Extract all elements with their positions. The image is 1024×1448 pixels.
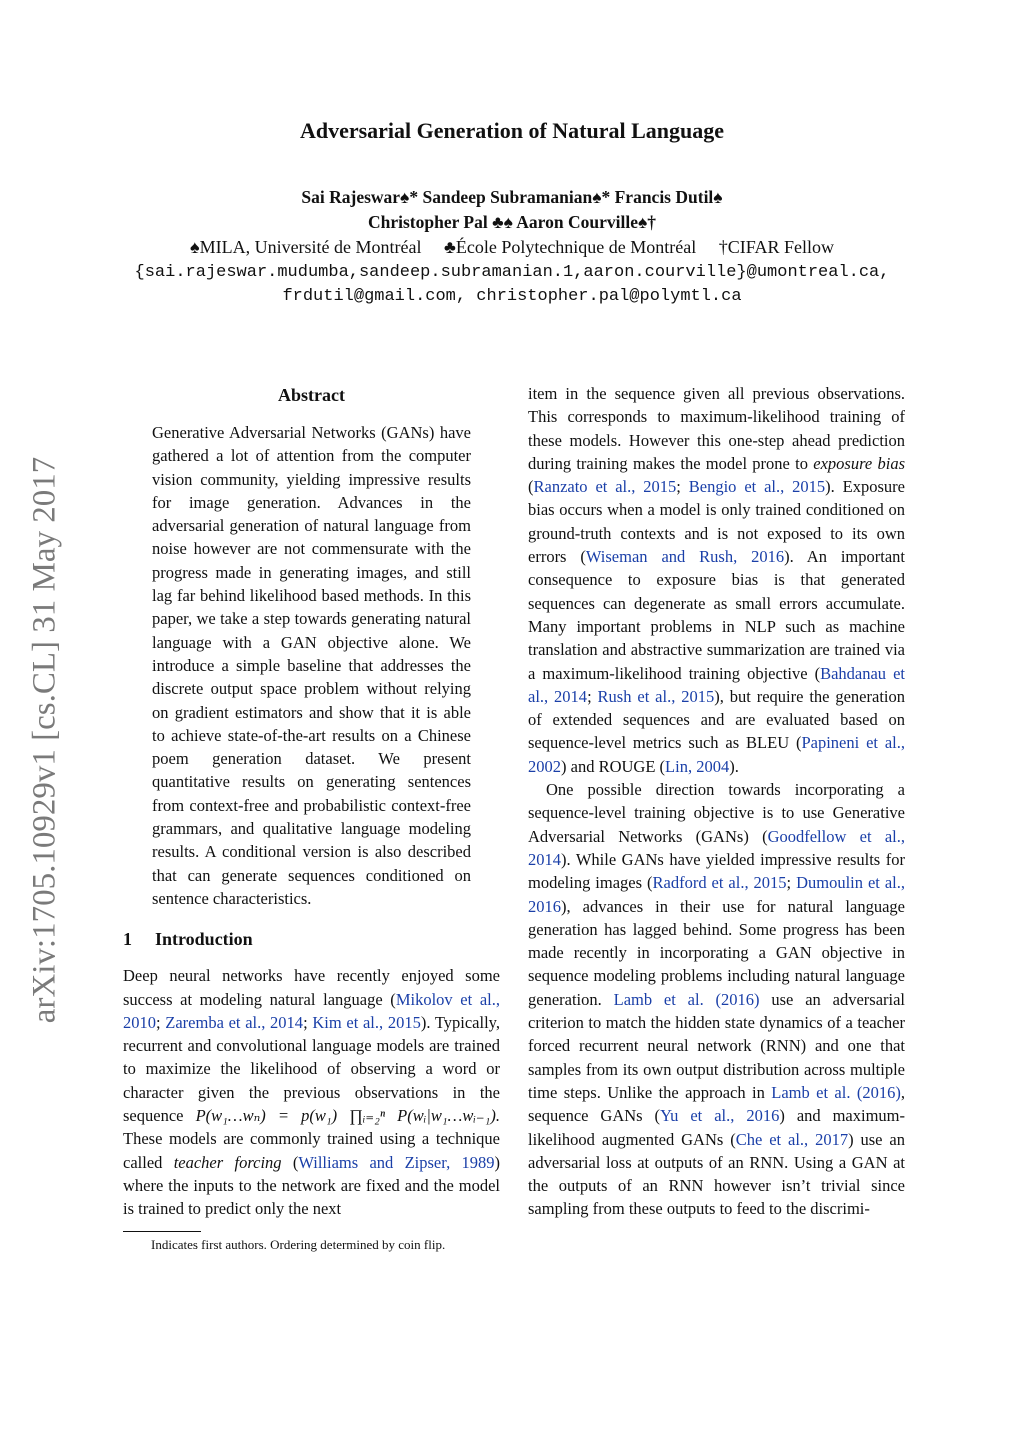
emphasis-teacher-forcing: teacher forcing (173, 1152, 282, 1172)
affiliation-mila: ♠MILA, Université de Montréal (190, 237, 422, 257)
citation-link[interactable]: Bahdanau et al., 2014 (528, 663, 905, 706)
likelihood-formula: P(w₁…wₙ) = p(w₁) ∏ᵢ₌₂ⁿ P(wᵢ|w₁…wᵢ₋₁). (195, 1106, 500, 1126)
citation-link[interactable]: Bengio et al., 2015 (688, 477, 826, 497)
authors-line-2: Christopher Pal ♣♠ Aaron Courville♠† (367, 212, 657, 232)
section-number: 1 (123, 929, 132, 950)
footnote: Indicates first authors. Ordering determined by coin flip. (151, 1236, 446, 1252)
citation-link[interactable]: Wiseman and Rush, 2016 (585, 547, 785, 567)
arxiv-stamp: arXiv:1705.10929v1 [cs.CL] 31 May 2017 (26, 456, 63, 1024)
citation-link[interactable]: Dumoulin et al., 2016 (528, 873, 906, 916)
footnote-rule (123, 1231, 201, 1232)
email-line-1: {sai.rajeswar.mudumba,sandeep.subramanian.1,aaron.courville}@umontreal.ca, (134, 263, 890, 282)
citation-link[interactable]: Radford et al., 2015 (652, 873, 787, 893)
abstract-text: Generative Adversarial Networks (GANs) have gathered a lot of attention from the computer vision community, yielding impressive results for image generation. Advances in the adversarial generation of natural language from noise however are not commensurate with the progress made in generating images, and still lag far behind likelihood based methods. In this paper, we take a step towards generating natural language with a GAN objective alone. We introduce a simple baseline that addresses the discrete output space problem without relying on gradient estimators and show that it is able to achieve state-of-the-art results on a Chinese poem generation dataset. We present quantitative results on generating sentences from context-free and probabilistic context-free grammars, and qualitative language modeling results. A conditional version is also described that can generate sequences conditioned on sentence characteristics. (152, 423, 471, 908)
emphasis-exposure-bias: exposure bias (813, 453, 905, 473)
citation-link[interactable]: Yu et al., 2016 (660, 1106, 780, 1126)
citation-link[interactable]: Kim et al., 2015 (312, 1012, 421, 1032)
citation-link[interactable]: Papineni et al., 2002 (528, 733, 905, 776)
citation-link[interactable]: Lamb et al. (2016) (613, 989, 760, 1009)
section-title: Introduction (155, 929, 253, 950)
right-paragraph-1: item in the sequence given all previous observations. This corresponds to maximum-likelihood training of these models. However this one-step ahead prediction during training makes the model prone to exposure bias (Ranzato et al., 2015; Bengio et al., 2015). Exposure bias occurs when a model is only trained conditioned on ground-truth contexts and is not exposed to its own errors (Wiseman and Rush, 2016). An important consequence to exposure bias is that generated sequences can degenerate as small errors accumulate. Many important problems in NLP such as machine translation and abstractive summarization are trained via a maximum-likelihood training objective (Bahdanau et al., 2014; Rush et al., 2015), but require the generation of extended sequences and are evaluated based on sequence-level metrics such as BLEU (Papineni et al., 2002) and ROUGE (Lin, 2004). (528, 384, 906, 776)
citation-link[interactable]: Zaremba et al., 2014 (165, 1012, 304, 1032)
citation-link[interactable]: Rush et al., 2015 (597, 686, 715, 706)
affiliation-polytechnique: ♣École Polytechnique de Montréal (444, 237, 697, 257)
citation-link[interactable]: Williams and Zipser, 1989 (298, 1152, 495, 1172)
left-column (123, 382, 500, 1254)
abstract-heading: Abstract (278, 385, 345, 405)
intro-paragraph: Deep neural networks have recently enjoyed some success at modeling natural language (Mikolov et al., 2010; Zaremba et al., 2014; Kim et al., 2015). Typically, recurrent and convolutional language models are trained to maximize the likelihood of observing a word or character given the previous observations in the sequence P(w₁…wₙ) = p(w₁) ∏ᵢ₌₂ⁿ P(wᵢ|w₁…wᵢ₋₁). These models are commonly trained using a technique called teacher forcing (Williams and Zipser, 1989) where the inputs to the network are fixed and the model is trained to predict only the next (123, 966, 501, 1219)
citation-link[interactable]: Che et al., 2017 (735, 1129, 849, 1149)
citation-link[interactable]: Mikolov et al., 2010 (123, 989, 501, 1032)
citation-link[interactable]: Ranzato et al., 2015 (533, 477, 677, 497)
citation-link[interactable]: Goodfellow et al., 2014 (528, 826, 905, 869)
right-column (528, 382, 905, 1221)
citation-link[interactable]: Lamb et al. (2016) (771, 1082, 901, 1102)
email-line-2: frdutil@gmail.com, christopher.pal@polymtl.ca (282, 287, 742, 306)
right-paragraph-2: One possible direction towards incorporating a sequence-level training objective is to use Generative Adversarial Networks (GANs) (Goodfellow et al., 2014). While GANs have yielded impressive results for modeling images (Radford et al., 2015; Dumoulin et al., 2016), advances in their use for natural language generation has lagged behind. Some progress has been made recently in incorporating a GAN objective in sequence modeling problems including natural language generation. Lamb et al. (2016) use an adversarial criterion to match the hidden state dynamics of a teacher forced recurrent neural network (RNN) and one that samples from its own output distribution across multiple time steps. Unlike the approach in Lamb et al. (2016), sequence GANs (Yu et al., 2016) and maximum-likelihood augmented GANs (Che et al., 2017) use an adversarial loss at outputs of an RNN. Using a GAN at the outputs of an RNN however isn’t trivial since sampling from these outputs to feed to the discrimi- (528, 780, 906, 1219)
section-heading-introduction (123, 926, 500, 952)
affiliation-cifar: †CIFAR Fellow (718, 237, 834, 257)
citation-link[interactable]: Lin, 2004 (665, 756, 730, 776)
affiliations (0, 237, 1024, 258)
paper-title: Adversarial Generation of Natural Language (299, 118, 725, 143)
authors-line-1: Sai Rajeswar♠* Sandeep Subramanian♠* Francis Dutil♠ (301, 187, 723, 207)
